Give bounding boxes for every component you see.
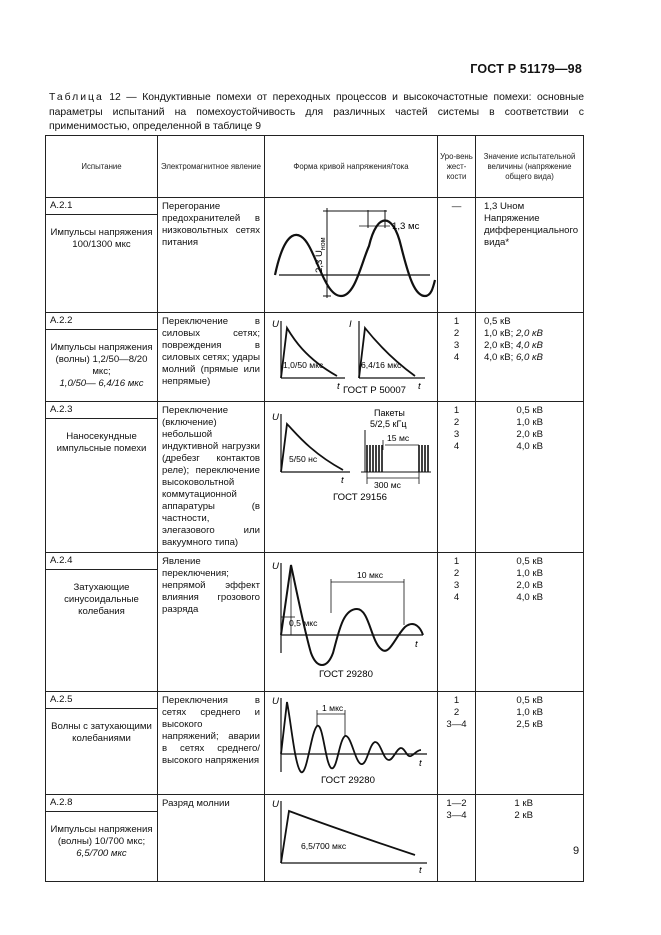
test-name: Волны с затухающими колебаниями <box>51 721 152 744</box>
col-phenomenon: Электромагнитное явление <box>158 136 265 198</box>
col-level: Уро-вень жест-кости <box>438 136 476 198</box>
level: 4 <box>453 441 460 452</box>
test-name: Импульсы напряжения (волны) 10/700 мкс; <box>50 824 153 847</box>
level: 4 <box>453 352 460 363</box>
table-row <box>46 795 584 882</box>
phenomenon: Переключение в силовых сетях; повреждения в силовых сетях; удары молний (прямые или непрямые) <box>162 316 260 387</box>
standard: ГОСТ 29280 <box>319 669 373 680</box>
level: 3 <box>453 429 460 440</box>
waveform-sine <box>265 198 438 308</box>
phenomenon: Переключение (включение) небольшой индуктивной нагрузки (дребезг контактов реле); переключение высоковольтной коммутационной аппаратуры (в частности, элегазового или вакуумного типа) <box>162 405 260 548</box>
label-period: 1 мкс <box>322 703 344 713</box>
row-code: А.2.5 <box>46 692 157 709</box>
test-name: Импульсы напряжения (волны) 1,2/50—8/20 мкс; <box>50 342 153 377</box>
waveform-burst <box>265 402 438 522</box>
label-time: 1,3 мс <box>392 221 420 232</box>
table-row <box>46 402 584 553</box>
row-code: А.2.3 <box>46 402 157 419</box>
standard: ГОСТ 29156 <box>333 492 387 503</box>
emc-test-table <box>45 135 584 882</box>
level: 2 <box>453 568 460 579</box>
table-header-row <box>46 136 584 198</box>
test-value: 1,0 кВ <box>516 568 543 579</box>
test-value: 1,0 кВ <box>516 707 543 718</box>
level: 2 <box>453 417 460 428</box>
table-row <box>46 692 584 795</box>
test-value: 4,0 кВ <box>516 592 543 603</box>
table-caption <box>49 91 584 135</box>
col-test: Испытание <box>46 136 158 198</box>
row-code: А.2.1 <box>46 198 157 215</box>
standard: ГОСТ Р 50007 <box>343 385 406 396</box>
label-frequency: 5/2,5 кГц <box>370 419 407 429</box>
test-value: 1,0 кВ <box>516 417 543 428</box>
test-name: Импульсы напряжения 100/1300 мкс <box>50 227 153 250</box>
level: 4 <box>453 592 460 603</box>
axis-t: t <box>341 475 344 486</box>
row-code: А.2.4 <box>46 553 157 570</box>
test-value: 4,0 кВ <box>516 441 543 452</box>
level: 1 <box>453 556 460 567</box>
caption-text: 12 — Кондуктивные помехи от переходных процессов и высокочастотные помехи: основные параметры испытаний на помехоустойчивость для различных частей системы в соответствии с применимостью, определенной в таблице 9 <box>49 92 584 132</box>
phenomenon: Разряд молнии <box>162 798 230 809</box>
label-wave: 6,5/700 мкс <box>301 841 347 851</box>
level: 1 <box>453 316 460 327</box>
col-value: Значение испытательной величины (напряжение общего вида) <box>476 136 584 198</box>
axis-u: U <box>272 319 279 330</box>
table-row <box>46 198 584 313</box>
label-300ms: 300 мс <box>374 480 401 490</box>
label-period: 10 мкс <box>357 570 384 580</box>
standard: ГОСТ 29280 <box>321 775 375 786</box>
row-code: А.2.2 <box>46 313 157 330</box>
test-value: 1,3 Uном Напряжение дифференциального вида* <box>484 201 579 248</box>
axis-u: U <box>272 799 279 810</box>
phenomenon: Явление переключения; непрямой эффект влияния грозового разряда <box>162 556 260 615</box>
waveform-damped-oscillation <box>265 692 438 790</box>
level: 1—2 <box>446 798 467 809</box>
table-row <box>46 553 584 692</box>
level: 3 <box>453 340 460 351</box>
caption-label: Таблица <box>49 92 104 103</box>
page-number: 9 <box>573 845 580 857</box>
axis-t: t <box>419 865 422 876</box>
level: 3 <box>453 580 460 591</box>
axis-t: t <box>418 381 421 392</box>
phenomenon: Перегорание предохранителей в низковольтных сетях питания <box>162 201 260 248</box>
axis-u: U <box>272 561 279 572</box>
col-waveform: Форма кривой напряжения/тока <box>265 136 438 198</box>
document-id: ГОСТ Р 51179—98 <box>470 62 582 76</box>
test-value: 2,5 кВ <box>516 719 543 730</box>
level: — <box>451 201 462 212</box>
test-value: 2 кВ <box>514 810 533 821</box>
axis-u: U <box>272 696 279 707</box>
label-voltage-wave: 1,0/50 мкс <box>283 360 324 370</box>
test-name: Затухающие синусоидальные колебания <box>64 582 139 617</box>
test-name-italic: 6,5/700 мкс <box>76 848 127 859</box>
test-name: Наносекундные импульсные помехи <box>56 431 147 454</box>
level: 2 <box>453 707 460 718</box>
test-value: 0,5 кВ <box>484 316 511 327</box>
test-value: 1 кВ <box>514 798 533 809</box>
test-value: 2,0 кВ <box>516 429 543 440</box>
label-pulse: 5/50 нс <box>289 454 318 464</box>
test-value: 4,0 кВ; 6,0 кВ <box>484 352 543 363</box>
phenomenon: Переключения в сетях среднего и высокого напряжений; аварии в сетях среднего/высокого напряжения <box>162 695 260 766</box>
axis-u: U <box>272 412 279 423</box>
test-value: 2,0 кВ; 4,0 кВ <box>484 340 543 351</box>
test-value: 0,5 кВ <box>516 405 543 416</box>
level: 3—4 <box>446 719 467 730</box>
table-row <box>46 313 584 402</box>
waveform-impulse <box>265 313 438 397</box>
label-packets: Пакеты <box>374 408 405 418</box>
level: 3—4 <box>446 810 467 821</box>
level: 1 <box>453 695 460 706</box>
test-value: 1,0 кВ; 2,0 кВ <box>484 328 543 339</box>
label-current-wave: 6,4/16 мкс <box>361 360 402 370</box>
test-name-italic: 1,0/50— 6,4/16 мкс <box>59 378 144 389</box>
level: 2 <box>453 328 460 339</box>
axis-t: t <box>415 639 418 650</box>
waveform-damped-sine <box>265 553 438 687</box>
axis-i: I <box>349 319 352 330</box>
test-value: 0,5 кВ <box>516 556 543 567</box>
label-rise: 0,5 мкс <box>289 618 318 628</box>
row-code: А.2.8 <box>46 795 157 812</box>
axis-t: t <box>337 381 340 392</box>
axis-t: t <box>419 758 422 769</box>
test-value: 0,5 кВ <box>516 695 543 706</box>
level: 1 <box>453 405 460 416</box>
label-amplitude: 2,3 $U_{ном}$ <box>314 237 327 273</box>
test-value: 2,0 кВ <box>516 580 543 591</box>
label-15ms: 15 мс <box>387 433 410 443</box>
waveform-lightning <box>265 795 438 877</box>
